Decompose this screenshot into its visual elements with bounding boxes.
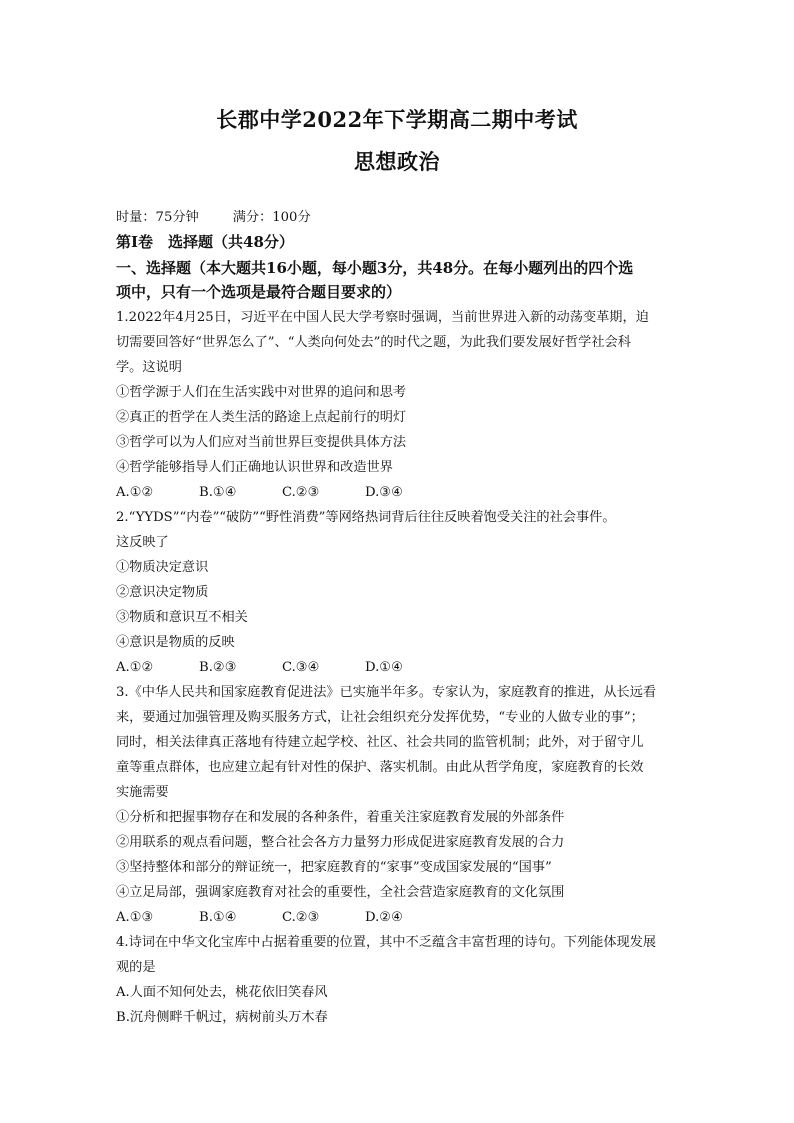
- section-instruction-line1: 一、选择题（本大题共16小题，每小题3分，共48分。在每小题列出的四个选: [116, 259, 634, 277]
- question-stem-line: 学。这说明: [116, 360, 182, 375]
- question-item: ②意识决定物质: [116, 585, 209, 600]
- option-b: B.②③: [199, 660, 237, 675]
- exam-meta: [116, 205, 686, 230]
- question-stem-line: 4.诗词在中华文化宝库中占据着重要的位置，其中不乏蕴含丰富哲理的诗句。下列能体现发展: [116, 935, 657, 950]
- question-item: ④立足局部，强调家庭教育对社会的重要性，全社会营造家庭教育的文化氛围: [116, 885, 565, 900]
- section-instruction-line2: 项中，只有一个选项是最符合题目要求的）: [116, 283, 402, 301]
- answer-options: [116, 655, 686, 680]
- question-item: ③哲学可以为人们应对当前世界巨变提供具体方法: [116, 435, 407, 450]
- question-stem-line: 1.2022年4月25日，习近平在中国人民大学考察时强调，当前世界进入新的动荡变革期，迫: [116, 310, 649, 325]
- option-a: A.①③: [116, 910, 154, 925]
- question-item: ③坚持整体和部分的辩证统一，把家庭教育的“家事”变成国家发展的“国事”: [116, 860, 552, 875]
- option-d: D.①④: [365, 660, 403, 675]
- option-c: C.②③: [282, 910, 320, 925]
- question-item: ②真正的哲学在人类生活的路途上点起前行的明灯: [116, 410, 407, 425]
- option-b: B.①④: [199, 485, 237, 500]
- question-item: ②用联系的观点看问题，整合社会各方力量努力形成促进家庭教育发展的合力: [116, 835, 565, 850]
- answer-options: [116, 905, 686, 930]
- question-stem-line: 切需要回答好“世界怎么了”、“人类向何处去”的时代之题，为此我们要发展好哲学社会科: [116, 335, 631, 350]
- question-item: ①分析和把握事物存在和发展的各种条件，着重关注家庭教育发展的外部条件: [116, 810, 565, 825]
- question-stem-line: 童等重点群体，也应建立起有针对性的保护、落实机制。由此从哲学角度，家庭教育的长效: [116, 760, 644, 775]
- option-d: D.③④: [365, 485, 403, 500]
- exam-time: 时量：75分钟: [116, 210, 199, 225]
- question-stem-line: 3.《中华人民共和国家庭教育促进法》已实施半年多。专家认为，家庭教育的推进，从长远看: [116, 685, 657, 700]
- exam-score: 满分：100分: [232, 210, 311, 225]
- option-c: C.③④: [282, 660, 320, 675]
- question-item: ①物质决定意识: [116, 560, 209, 575]
- question-item: ③物质和意识互不相关: [116, 610, 248, 625]
- exam-subject: 思想政治: [354, 149, 440, 174]
- question-stem-line: 观的是: [116, 960, 156, 975]
- exam-title: 长郡中学2022年下学期高二期中考试: [216, 107, 578, 132]
- option-c: C.②③: [282, 485, 320, 500]
- option-a: A.①②: [116, 485, 154, 500]
- question-item: ④哲学能够指导人们正确地认识世界和改造世界: [116, 460, 393, 475]
- question-item: A.人面不知何处去，桃花依旧笑春风: [116, 985, 328, 1000]
- option-a: A.①②: [116, 660, 154, 675]
- question-stem-line: 这反映了: [116, 535, 169, 550]
- question-stem-line: 2.“YYDS”“内卷”“破防”“野性消费”等网络热词背后往往反映着饱受关注的社会事件。: [116, 510, 616, 525]
- question-stem-line: 实施需要: [116, 785, 169, 800]
- option-d: D.②④: [365, 910, 403, 925]
- question-item: ①哲学源于人们在生活实践中对世界的追问和思考: [116, 385, 407, 400]
- answer-options: [116, 480, 686, 505]
- question-item: ④意识是物质的反映: [116, 635, 235, 650]
- option-b: B.①④: [199, 910, 237, 925]
- section-title: 第Ⅰ卷 选择题（共48分）: [116, 233, 294, 251]
- question-stem-line: 同时，相关法律真正落地有待建立起学校、社区、社会共同的监管机制；此外，对于留守儿: [116, 735, 644, 750]
- question-item: B.沉舟侧畔千帆过，病树前头万木春: [116, 1010, 328, 1025]
- question-stem-line: 来，要通过加强管理及购买服务方式，让社会组织充分发挥优势，“专业的人做专业的事”；: [116, 710, 644, 725]
